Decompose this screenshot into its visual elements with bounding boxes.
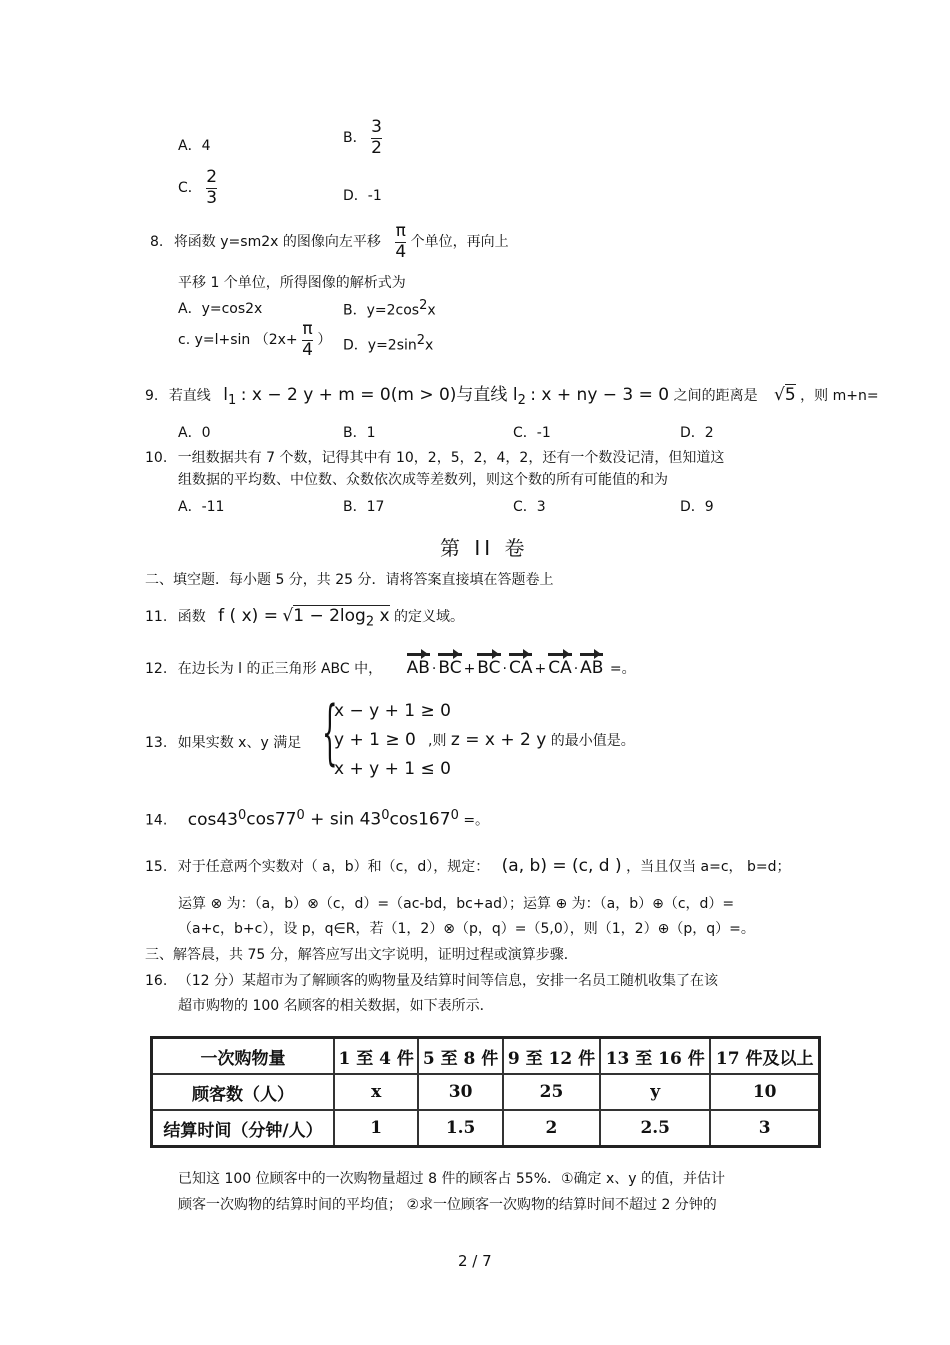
q9-sqrt-sign: √	[774, 385, 785, 405]
page-number: 2 / 7	[458, 1252, 492, 1270]
vector-bc-2: BC	[477, 658, 501, 678]
table-header-cell: 1 至 4 件	[334, 1038, 418, 1075]
q8-option-c-fraction	[302, 320, 313, 360]
q15-line1	[145, 856, 791, 876]
q10-number: 10.	[145, 450, 168, 466]
table-cell: 25	[503, 1074, 600, 1110]
table-cell: x	[334, 1074, 418, 1110]
q9-text: 之间的距离是	[673, 388, 758, 404]
q16-number: 16.	[145, 973, 168, 989]
q8-option-d-end: x	[425, 337, 434, 354]
section-2-title: 第 II 卷	[440, 536, 529, 560]
q11-radicand	[293, 605, 390, 630]
shopping-data-table	[150, 1036, 821, 1148]
q15-text3: 运算 ⊗ 为：（a，b）⊗（c，d）=（ac-bd，bc+ad）；运算 ⊕ 为：（a，b）⊕（c，d）=	[178, 896, 735, 912]
q11-number: 11.	[145, 609, 168, 625]
table-cell: 30	[418, 1074, 502, 1110]
section-2-instructions: 二、填空题．每小题 5 分，共 25 分．请将答案直接填在答题卷上	[145, 572, 554, 588]
q13-constraint-2: y + 1 ≥ 0	[334, 730, 416, 750]
q16-line1	[145, 970, 718, 990]
q8-text3: 平移 1 个单位，所得图像的解析式为	[178, 275, 406, 291]
q10-text2: 组数据的平均数、中位数、众数依次成等差数列，则这个数的所有可能值的和为	[178, 472, 668, 488]
dot-op: ·	[573, 661, 579, 677]
table-cell: 10	[710, 1074, 819, 1110]
table-header-cell: 9 至 12 件	[503, 1038, 600, 1075]
denominator: 2	[371, 137, 382, 158]
q13-number: 13.	[145, 735, 168, 751]
q13-objective	[428, 730, 635, 750]
q9-l1-sub: 1	[228, 392, 237, 408]
q11-suffix: 的定义域。	[394, 609, 465, 625]
q14-term1: cos43	[187, 809, 238, 830]
q11-x: x	[374, 606, 390, 626]
q8-option-c-text: c. y=l+sin （2x+	[178, 332, 298, 349]
q14-term3: + sin 43	[304, 809, 382, 830]
q8-option-b-sup: 2	[419, 298, 428, 313]
q9-prefix: 若直线	[168, 388, 211, 404]
table-cell: 1	[334, 1110, 418, 1147]
q7-option-a: A．4	[178, 138, 211, 154]
q7-option-b	[343, 118, 382, 158]
q14-number: 14.	[145, 812, 168, 829]
q12-text: 在边长为 l 的正三角形 ABC 中，	[177, 661, 383, 677]
q7-option-c	[178, 168, 217, 208]
table-row	[152, 1074, 820, 1110]
q13-brace: {	[322, 691, 338, 773]
table-header-cell: 5 至 8 件	[418, 1038, 502, 1075]
q8-option-d-sup: 2	[416, 333, 426, 348]
vector-ab: AB	[406, 658, 430, 678]
q10-option-c: C．3	[513, 499, 546, 515]
q9-l2-sub: 2	[517, 392, 526, 408]
vector-ca: CA	[508, 658, 533, 678]
section-3-instructions: 三、解答晨，共 75 分，解答应写出文字说明，证明过程或演算步骤．	[145, 947, 578, 963]
q7-option-b-label: B．	[343, 130, 367, 147]
q7-option-d: D．-1	[343, 188, 382, 204]
q7-option-c-fraction	[206, 168, 217, 208]
q8-text2: 个单位，再向上	[410, 234, 509, 251]
vector-ca-2: CA	[548, 658, 572, 678]
degree-sup: 0	[237, 808, 247, 823]
q12-suffix: =。	[609, 661, 636, 677]
q13-z: z = x + 2 y	[450, 730, 547, 750]
table-header-row	[152, 1038, 820, 1075]
q16-text1: （12 分）某超市为了解顾客的购物量及结算时间等信息，安排一名员工随机收集了在该	[177, 973, 718, 989]
q13-constraint-3: x + y + 1 ≤ 0	[334, 759, 451, 779]
q15-eq: (a, b) = (c, d )	[501, 856, 622, 876]
q14-line	[145, 808, 489, 830]
q9-option-a: A．0	[178, 425, 211, 441]
q10-option-b: B．17	[343, 499, 385, 515]
q8-option-b	[343, 298, 436, 320]
q11-sqrt-sign: √	[282, 606, 294, 626]
q9-option-c: C．-1	[513, 425, 551, 441]
dot-op: ·	[431, 661, 437, 677]
q9-eq2: : x + ny − 3 = 0	[530, 385, 670, 405]
q13-suffix: 的最小值是。	[550, 733, 635, 749]
q15-text4: （a+c，b+c），设 p，q∈R，若（1，2）⊗（p，q）=（5,0），则（1，2）⊕（p，q）=。	[178, 921, 755, 937]
table-cell: 2.5	[600, 1110, 710, 1147]
q16-text3: 已知这 100 位顾客中的一次购物量超过 8 件的顾客占 55%．①确定 x、y 的值，并估计	[178, 1171, 726, 1187]
dot-op: ·	[502, 661, 507, 677]
denominator: 3	[206, 187, 218, 208]
q8-option-d-text: D．y=2sin	[343, 337, 417, 354]
q8-option-b-end: x	[427, 302, 436, 319]
table-header-cell: 17 件及以上	[710, 1038, 819, 1075]
denominator: 4	[395, 241, 407, 262]
q7-option-c-label: C．	[178, 180, 202, 197]
q10-option-d: D．9	[680, 499, 714, 515]
degree-sup: 0	[296, 808, 305, 823]
q13-constraint-1: x − y + 1 ≥ 0	[334, 701, 451, 721]
q10-text1: 一组数据共有 7 个数，记得其中有 10，2，5，2，4，2，还有一个数没记清，但知道这	[177, 450, 725, 466]
q16-text2: 超市购物的 100 名顾客的相关数据，如下表所示．	[178, 998, 494, 1014]
q9-l1: l	[223, 385, 228, 405]
degree-sup: 0	[381, 808, 390, 823]
table-header-cell: 13 至 16 件	[600, 1038, 710, 1075]
q15-text1: 对于任意两个实数对（ a，b）和（c，d），规定：	[177, 859, 490, 875]
q15-text2: ，当且仅当 a=c， b=d；	[626, 859, 791, 875]
table-cell: y	[600, 1074, 710, 1110]
q11-log-base: 2	[365, 614, 375, 630]
q9-suffix: ，则 m+n=	[800, 388, 879, 404]
q8-option-b-text: B．y=2cos	[343, 302, 420, 319]
table-cell: 结算时间（分钟/人）	[152, 1110, 335, 1147]
q15-number: 15.	[145, 859, 168, 875]
q9-option-d: D．2	[680, 425, 714, 441]
numerator: 3	[371, 117, 382, 137]
plus-op: +	[463, 661, 476, 677]
q13-text: 如果实数 x、y 满足	[177, 735, 302, 751]
q11-radicand-text: 1 − 2log	[293, 606, 366, 626]
q12-number: 12.	[145, 661, 168, 677]
q9-eq1: : x − 2 y + m = 0(m > 0)与直线 l	[240, 385, 518, 405]
q16-text4: 顾客一次购物的结算时间的平均值； ②求一位顾客一次购物的结算时间不超过 2 分钟的	[178, 1197, 717, 1213]
q7-option-b-fraction	[371, 118, 382, 158]
q8-number: 8.	[150, 234, 164, 251]
q11-line	[145, 606, 464, 629]
table-cell: 2	[503, 1110, 600, 1147]
q11-function: f ( x) =	[218, 606, 278, 626]
q8-line1	[150, 222, 509, 262]
q11-text: 函数	[177, 609, 206, 625]
table-header-cell: 一次购物量	[152, 1038, 335, 1075]
q9-option-b: B．1	[343, 425, 376, 441]
q9-sqrt-radicand: 5	[784, 385, 796, 405]
q8-option-c	[178, 320, 331, 360]
plus-op: +	[534, 661, 547, 677]
q8-option-d	[343, 333, 433, 355]
q8-option-c-end: ）	[317, 332, 332, 349]
q8-text1: 将函数 y=sm2x 的图像向左平移	[173, 234, 381, 251]
q9-line	[145, 380, 879, 408]
vector-bc: BC	[438, 658, 462, 678]
q14-suffix: =。	[463, 812, 490, 829]
numerator: π	[395, 221, 406, 241]
degree-sup: 0	[450, 808, 459, 823]
q13-line	[145, 732, 301, 752]
table-cell: 1.5	[418, 1110, 502, 1147]
q14-term2: cos77	[246, 809, 297, 830]
table-cell: 顾客数（人）	[152, 1074, 335, 1110]
q8-option-a: A．y=cos2x	[178, 301, 263, 317]
q12-line	[145, 658, 636, 678]
q14-term4: cos167	[389, 809, 451, 830]
q10-option-a: A．-11	[178, 499, 225, 515]
numerator: π	[302, 319, 313, 339]
denominator: 4	[302, 339, 313, 360]
numerator: 2	[206, 167, 218, 187]
table-row	[152, 1110, 820, 1147]
q9-number: 9.	[145, 388, 159, 404]
q8-pi-fraction	[395, 222, 406, 262]
table-cell: 3	[710, 1110, 819, 1147]
q13-then: ,则	[428, 733, 447, 749]
vector-ab-2: AB	[580, 658, 604, 678]
q10-line1	[145, 447, 724, 467]
